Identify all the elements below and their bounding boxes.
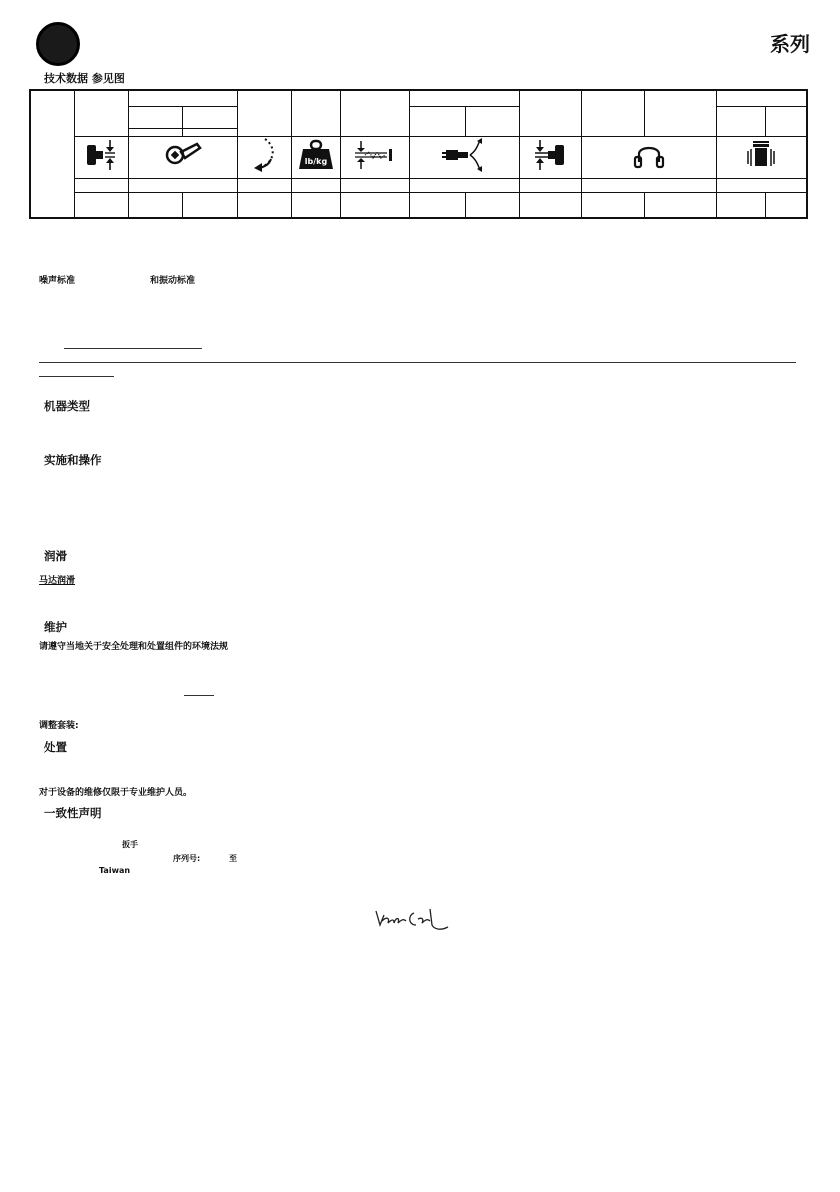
underline-rule (64, 348, 202, 349)
conformity-heading: 一致性声明 (44, 806, 102, 820)
wrench-label: 扳手 (122, 840, 138, 849)
model-column (30, 90, 74, 218)
compression-icon (340, 136, 409, 178)
underline-rule (39, 376, 114, 377)
press-icon (519, 136, 581, 178)
disposal-heading: 处置 (44, 740, 67, 754)
tech-data-heading: 技术数据 参见图 (44, 72, 125, 85)
vibration-standard-label: 和振动标准 (150, 276, 196, 286)
origin-label: Taiwan (99, 866, 131, 875)
spring-pliers-icon (409, 136, 519, 178)
underline-rule (184, 695, 214, 696)
serial-number-label: 序列号: (173, 854, 201, 863)
noise-standard-label: 噪声标准 (39, 276, 76, 286)
section-divider (39, 362, 796, 363)
motor-lubrication-label: 马达润滑 (39, 576, 76, 586)
spec-table (29, 89, 808, 219)
language-marker-icon (36, 22, 80, 66)
ear-protection-icon (581, 136, 716, 178)
signature-image (374, 905, 454, 935)
serial-to-label: 至 (229, 854, 237, 863)
maintenance-note: 请遵守当地关于安全处理和处置组件的环境法规 (39, 642, 229, 652)
operation-heading: 实施和操作 (44, 453, 102, 467)
rotation-arrow-icon (237, 136, 291, 178)
clamp-icon (74, 136, 128, 178)
series-title: 系列 (770, 32, 810, 56)
adjust-kit-label: 调整套装: (39, 721, 79, 731)
lubrication-heading: 润滑 (44, 549, 67, 563)
vibration-icon (716, 136, 807, 178)
maintenance-heading: 维护 (44, 620, 67, 634)
wrench-icon (128, 136, 237, 178)
weight-unit-label: lb/kg (304, 157, 327, 166)
weight-icon (291, 136, 340, 178)
machine-type-heading: 机器类型 (44, 399, 90, 413)
repair-note: 对于设备的维修仅限于专业维护人员。 (39, 788, 193, 798)
